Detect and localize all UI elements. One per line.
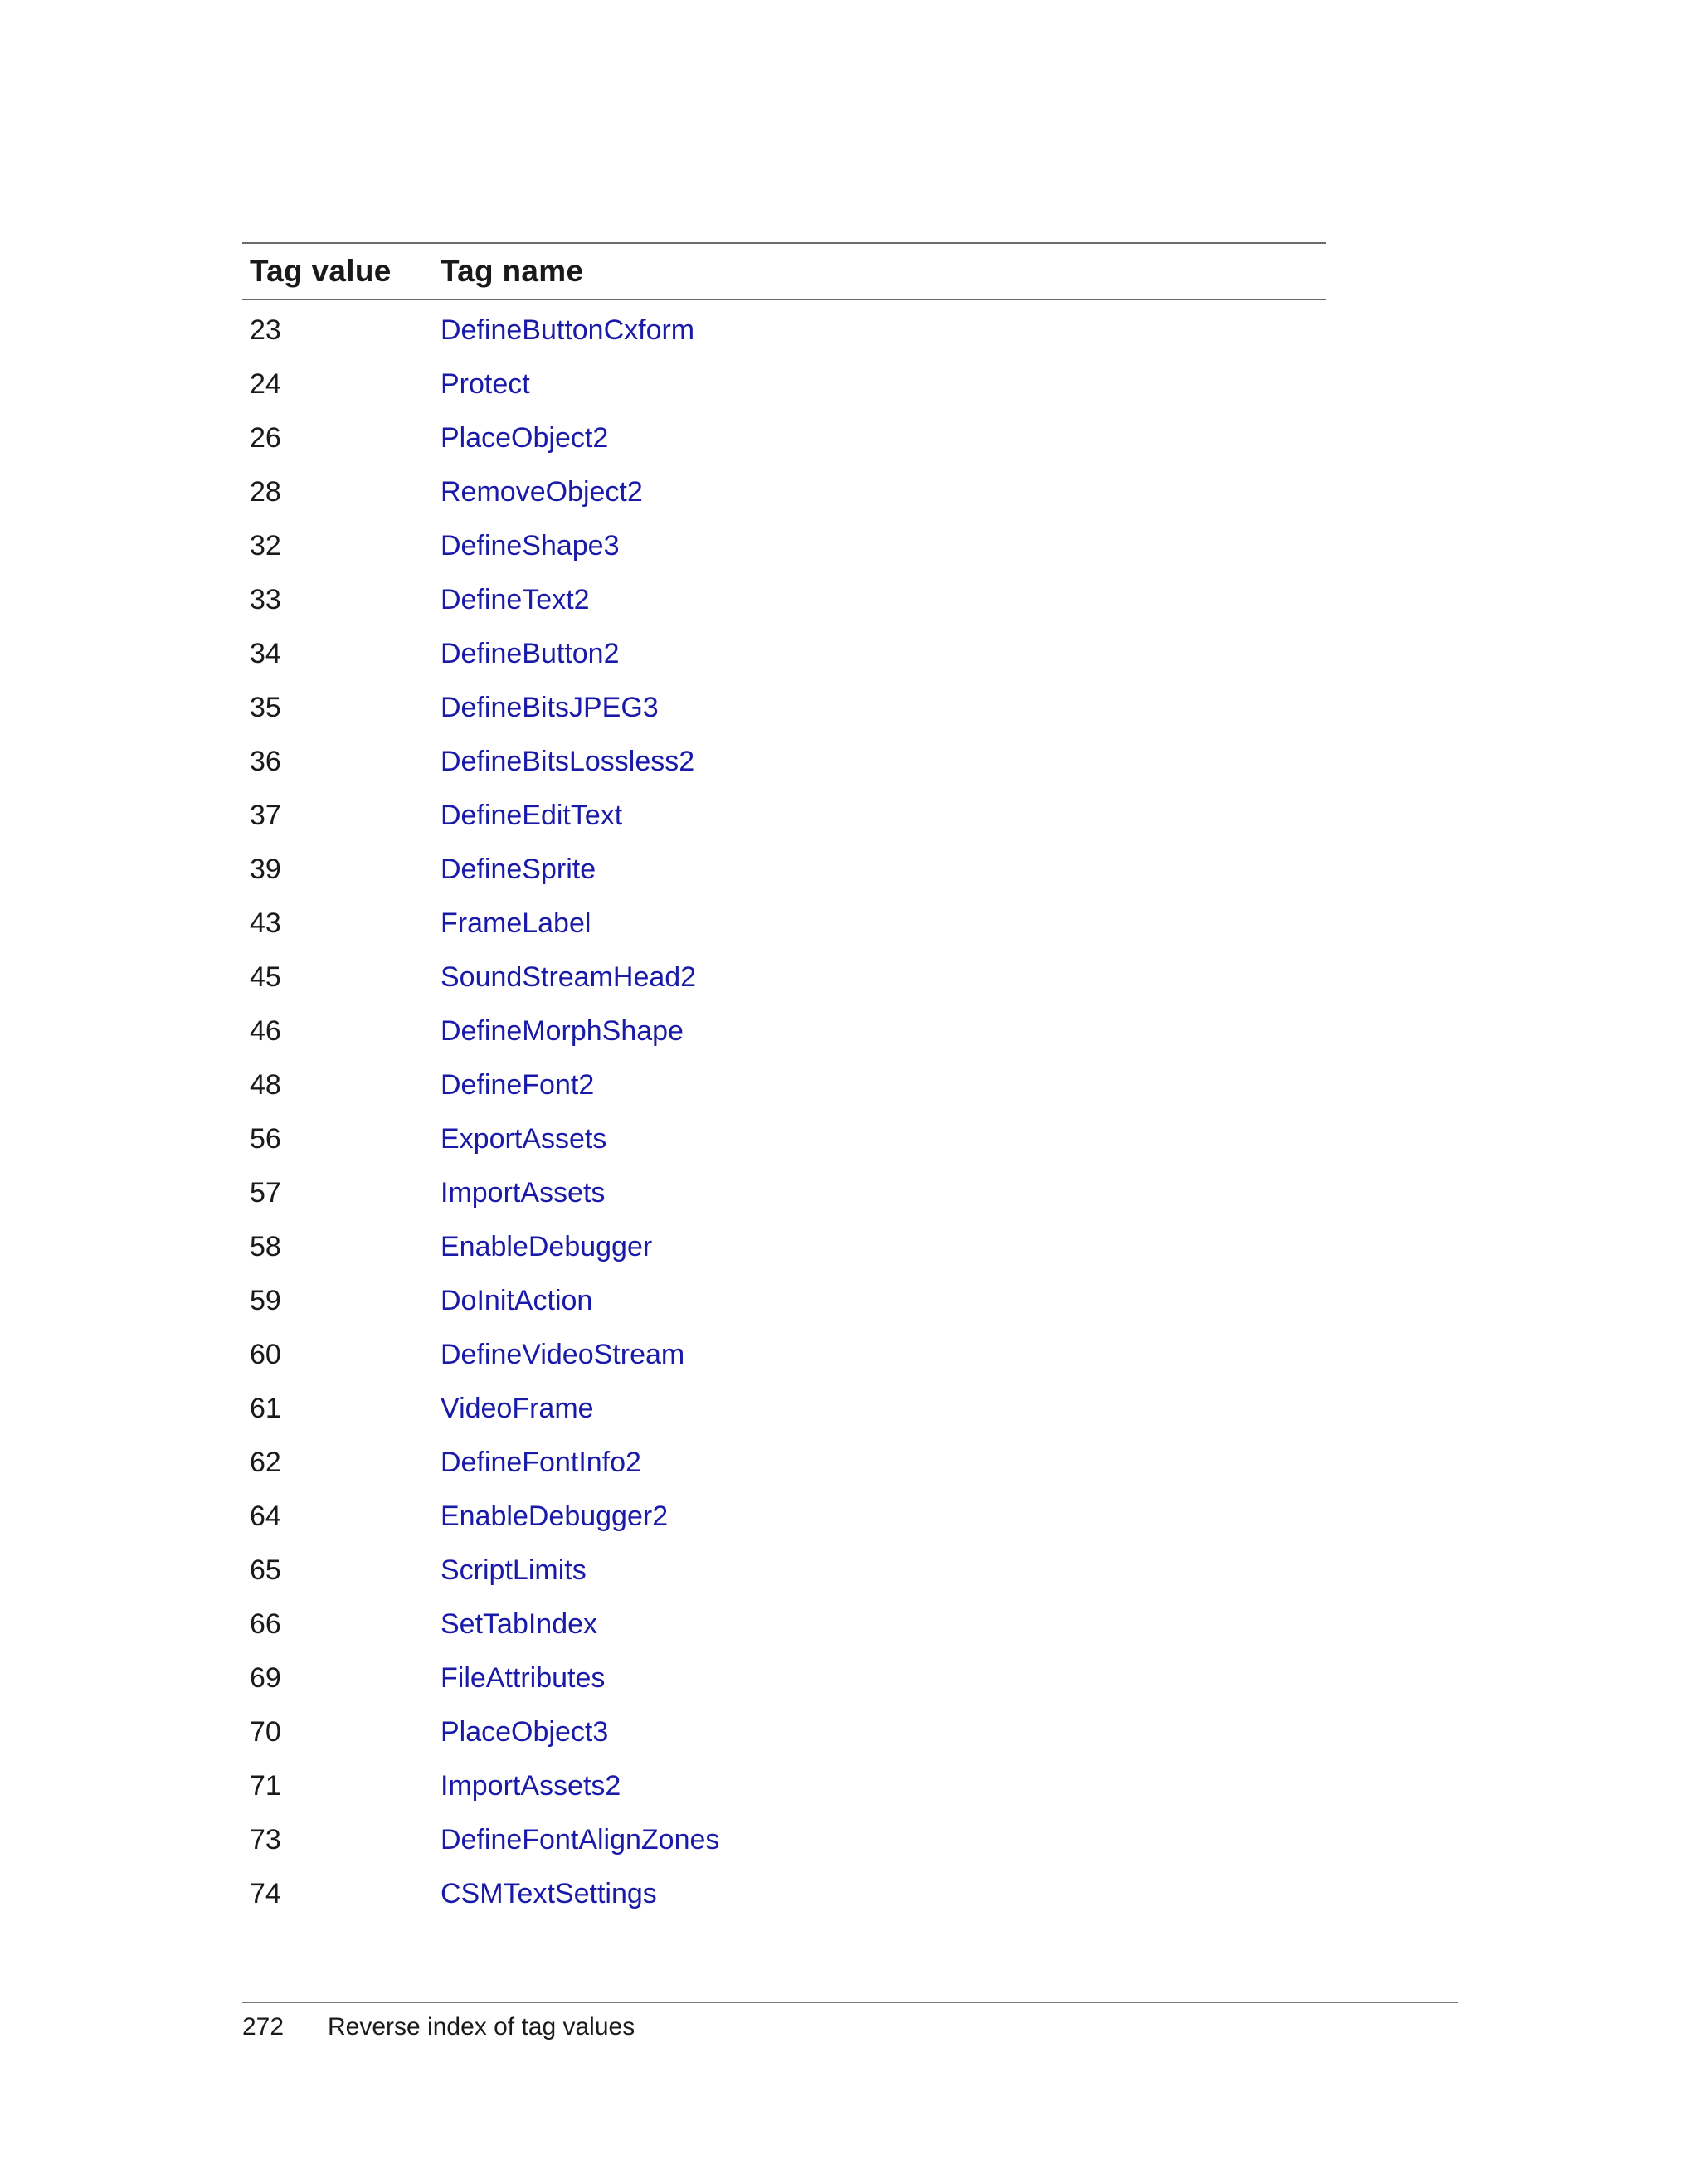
tag-value-cell: 35 <box>250 692 281 723</box>
tag-name-link[interactable]: DefineFontInfo2 <box>441 1447 641 1478</box>
tag-value-cell: 36 <box>250 746 281 777</box>
table-row <box>242 897 1326 951</box>
tag-value-cell: 62 <box>250 1447 281 1478</box>
tag-name-link[interactable]: ExportAssets <box>441 1123 607 1155</box>
tag-name-link[interactable]: EnableDebugger <box>441 1231 653 1262</box>
tag-name-cell <box>441 1716 1326 1749</box>
table-body <box>242 300 1326 1921</box>
tag-name-cell <box>441 422 1326 455</box>
tag-value-cell: 65 <box>250 1554 281 1586</box>
page-footer <box>242 2002 1458 2041</box>
tag-name-link[interactable]: DefineButtonCxform <box>441 314 695 346</box>
tag-value-cell: 37 <box>250 800 281 831</box>
tag-name-link[interactable]: DefineBitsJPEG3 <box>441 692 659 723</box>
table-row <box>242 1058 1326 1112</box>
table-row <box>242 1651 1326 1705</box>
tag-name-link[interactable]: PlaceObject2 <box>441 422 609 454</box>
tag-name-cell <box>441 1824 1326 1856</box>
tag-name-link[interactable]: VideoFrame <box>441 1393 594 1424</box>
tag-value-cell: 32 <box>250 530 281 562</box>
tag-name-cell <box>441 638 1326 670</box>
tag-value-cell: 74 <box>250 1878 281 1909</box>
tag-value-cell: 64 <box>250 1501 281 1532</box>
tag-name-cell <box>441 476 1326 508</box>
table-row <box>242 789 1326 843</box>
tag-name-cell <box>441 1447 1326 1479</box>
tag-name-link[interactable]: DefineMorphShape <box>441 1015 684 1047</box>
tag-value-cell: 57 <box>250 1177 281 1209</box>
table-row <box>242 1220 1326 1274</box>
tag-name-link[interactable]: DefineEditText <box>441 800 623 831</box>
tag-name-cell <box>441 800 1326 832</box>
table-row <box>242 1490 1326 1544</box>
tag-name-cell <box>441 907 1326 940</box>
tag-name-cell <box>441 854 1326 886</box>
tag-name-cell <box>441 1608 1326 1641</box>
table-row <box>242 573 1326 627</box>
table-row <box>242 1382 1326 1436</box>
tag-name-link[interactable]: DefineButton2 <box>441 638 620 669</box>
table-row <box>242 1112 1326 1166</box>
table-row <box>242 1004 1326 1058</box>
tag-name-link[interactable]: FileAttributes <box>441 1662 606 1694</box>
table-row <box>242 411 1326 465</box>
tag-name-cell <box>441 1177 1326 1209</box>
table-row <box>242 627 1326 681</box>
tag-name-cell <box>441 1285 1326 1317</box>
table-row <box>242 1813 1326 1867</box>
tag-name-link[interactable]: SetTabIndex <box>441 1608 598 1640</box>
tag-value-cell: 45 <box>250 961 281 993</box>
tag-name-link[interactable]: ImportAssets2 <box>441 1770 621 1802</box>
header-tag-value: Tag value <box>250 254 392 288</box>
table-row <box>242 1436 1326 1490</box>
table-row <box>242 1166 1326 1220</box>
tag-name-cell <box>441 1770 1326 1802</box>
tag-name-link[interactable]: FrameLabel <box>441 907 591 939</box>
table-header-row <box>242 244 1326 299</box>
tag-value-cell: 34 <box>250 638 281 669</box>
tag-name-link[interactable]: DefineText2 <box>441 584 590 615</box>
tag-name-cell <box>441 530 1326 562</box>
tag-name-link[interactable]: DefineVideoStream <box>441 1339 685 1370</box>
section-title: Reverse index of tag values <box>328 2013 635 2041</box>
tag-name-link[interactable]: DoInitAction <box>441 1285 593 1316</box>
tag-name-link[interactable]: CSMTextSettings <box>441 1878 657 1909</box>
tag-value-cell: 26 <box>250 422 281 454</box>
tag-name-link[interactable]: PlaceObject3 <box>441 1716 609 1748</box>
table-row <box>242 1598 1326 1651</box>
tag-name-cell <box>441 1878 1326 1910</box>
tag-value-cell: 46 <box>250 1015 281 1047</box>
tag-value-cell: 56 <box>250 1123 281 1155</box>
table-row <box>242 843 1326 897</box>
table-row <box>242 1867 1326 1921</box>
tag-name-link[interactable]: ImportAssets <box>441 1177 606 1209</box>
tag-name-link[interactable]: DefineBitsLossless2 <box>441 746 695 777</box>
tag-value-cell: 48 <box>250 1069 281 1101</box>
tag-value-cell: 43 <box>250 907 281 939</box>
tag-name-cell <box>441 1231 1326 1263</box>
footer-text <box>242 2013 1458 2041</box>
tag-name-cell <box>441 1339 1326 1371</box>
tag-value-cell: 33 <box>250 584 281 615</box>
tag-name-cell <box>441 1015 1326 1048</box>
tag-name-cell <box>441 1501 1326 1533</box>
tag-name-cell <box>441 584 1326 616</box>
tag-name-link[interactable]: Protect <box>441 368 530 400</box>
tag-value-cell: 71 <box>250 1770 281 1802</box>
tag-value-cell: 23 <box>250 314 281 346</box>
tag-name-cell <box>441 1662 1326 1695</box>
tag-value-cell: 60 <box>250 1339 281 1370</box>
tag-value-cell: 69 <box>250 1662 281 1694</box>
tag-value-cell: 28 <box>250 476 281 508</box>
tag-name-cell <box>441 746 1326 778</box>
table-row <box>242 735 1326 789</box>
tag-value-cell: 59 <box>250 1285 281 1316</box>
page-number: 272 <box>242 2013 285 2041</box>
table-row <box>242 1705 1326 1759</box>
header-tag-name: Tag name <box>441 254 584 288</box>
tag-name-link[interactable]: DefineSprite <box>441 854 596 885</box>
tag-name-link[interactable]: RemoveObject2 <box>441 476 643 508</box>
table-row <box>242 1544 1326 1598</box>
tag-name-link[interactable]: DefineShape3 <box>441 530 620 562</box>
tag-name-link[interactable]: DefineFont2 <box>441 1069 595 1101</box>
tag-name-cell <box>441 1393 1326 1425</box>
tag-value-cell: 73 <box>250 1824 281 1856</box>
tag-value-cell: 58 <box>250 1231 281 1262</box>
tag-name-cell <box>441 1069 1326 1102</box>
tag-name-link[interactable]: EnableDebugger2 <box>441 1501 669 1532</box>
tag-name-link[interactable]: SoundStreamHead2 <box>441 961 697 993</box>
tag-name-cell <box>441 314 1326 347</box>
table-row <box>242 465 1326 519</box>
tag-value-cell: 24 <box>250 368 281 400</box>
tag-name-cell <box>441 368 1326 401</box>
tag-name-cell <box>441 1123 1326 1155</box>
tag-name-cell <box>441 961 1326 994</box>
tag-value-cell: 70 <box>250 1716 281 1748</box>
tag-name-cell <box>441 1554 1326 1587</box>
table-row <box>242 1274 1326 1328</box>
tag-name-link[interactable]: DefineFontAlignZones <box>441 1824 720 1856</box>
table-row <box>242 358 1326 411</box>
table-row <box>242 519 1326 573</box>
tag-value-cell: 39 <box>250 854 281 885</box>
tag-name-link[interactable]: ScriptLimits <box>441 1554 587 1586</box>
table-row <box>242 951 1326 1004</box>
tag-name-cell <box>441 692 1326 724</box>
table-row <box>242 1759 1326 1813</box>
table-row <box>242 681 1326 735</box>
footer-rule <box>242 2002 1458 2003</box>
table-row <box>242 304 1326 358</box>
table-row <box>242 1328 1326 1382</box>
tag-value-table <box>242 242 1326 1921</box>
tag-value-cell: 66 <box>250 1608 281 1640</box>
tag-value-cell: 61 <box>250 1393 281 1424</box>
